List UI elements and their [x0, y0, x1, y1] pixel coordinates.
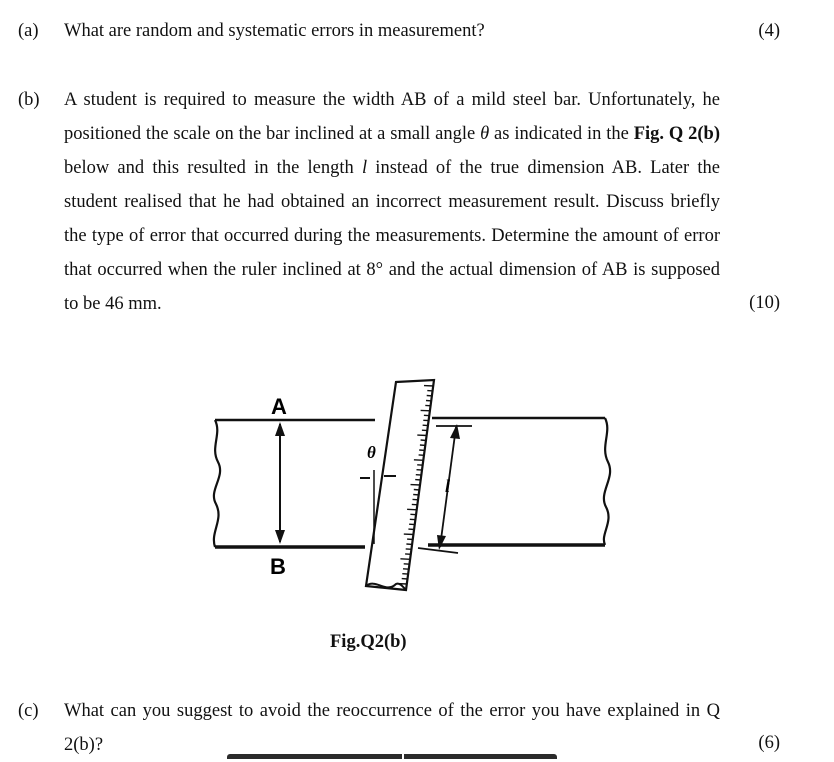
- bar-break-right: [604, 418, 610, 545]
- question-c-text: What can you suggest to avoid the reoccurrence of the error you have explained in Q 2(b)?: [64, 694, 720, 762]
- question-c-label: (c): [18, 701, 39, 722]
- question-a-text: What are random and systematic errors in measurement?: [64, 14, 720, 48]
- ruler: [366, 380, 434, 590]
- figure-reference: Fig. Q 2(b): [634, 124, 720, 144]
- figure-caption: Fig.Q2(b): [330, 632, 407, 653]
- l-extension-bottom: [418, 548, 458, 553]
- theta-symbol: θ: [480, 124, 489, 144]
- scrollbar-separator: [402, 754, 404, 759]
- arrow-b: [275, 530, 285, 544]
- ruler-tick: [414, 460, 424, 461]
- arrow-a: [275, 422, 285, 436]
- ruler-body: [366, 380, 434, 590]
- ruler-tick: [407, 509, 417, 510]
- ruler-tick: [400, 559, 410, 560]
- ruler-tick: [421, 440, 427, 441]
- question-a-label: (a): [18, 21, 39, 42]
- question-b-part3: below and this resulted in the length: [64, 158, 362, 178]
- question-b-part1: A student is required to measure the width AB of a mild steel bar. Unfortunately, he positioned the scale on the bar inclined at a small angle: [64, 90, 720, 144]
- l-arrow-bottom: [437, 535, 446, 550]
- question-b-part4: instead of the true dimension AB. Later the student realised that he had obtained an incorrect measurement result. Discuss briefly the type of error that occurred during the measurements. Determine the amount of error that occurred when the ruler inclined at 8° and the actual dimension of AB is supposed to be 46 mm.: [64, 158, 720, 314]
- ruler-tick: [414, 490, 420, 491]
- label-theta: θ: [367, 443, 376, 462]
- question-b-part2: as indicated in the: [489, 124, 634, 144]
- label-b: B: [270, 554, 286, 579]
- figure-diagram: [200, 372, 620, 602]
- question-c-marks: (6): [758, 733, 780, 754]
- label-a: A: [271, 394, 287, 419]
- question-b-marks: (10): [749, 293, 780, 314]
- label-l: l: [445, 476, 450, 496]
- question-a-marks: (4): [758, 21, 780, 42]
- question-b-label: (b): [18, 90, 40, 111]
- question-b-text: [64, 83, 720, 321]
- bottom-scrollbar[interactable]: [227, 754, 557, 759]
- bar-break-left: [214, 420, 220, 547]
- length-symbol: l: [362, 158, 367, 178]
- figure-q2b: [200, 372, 620, 602]
